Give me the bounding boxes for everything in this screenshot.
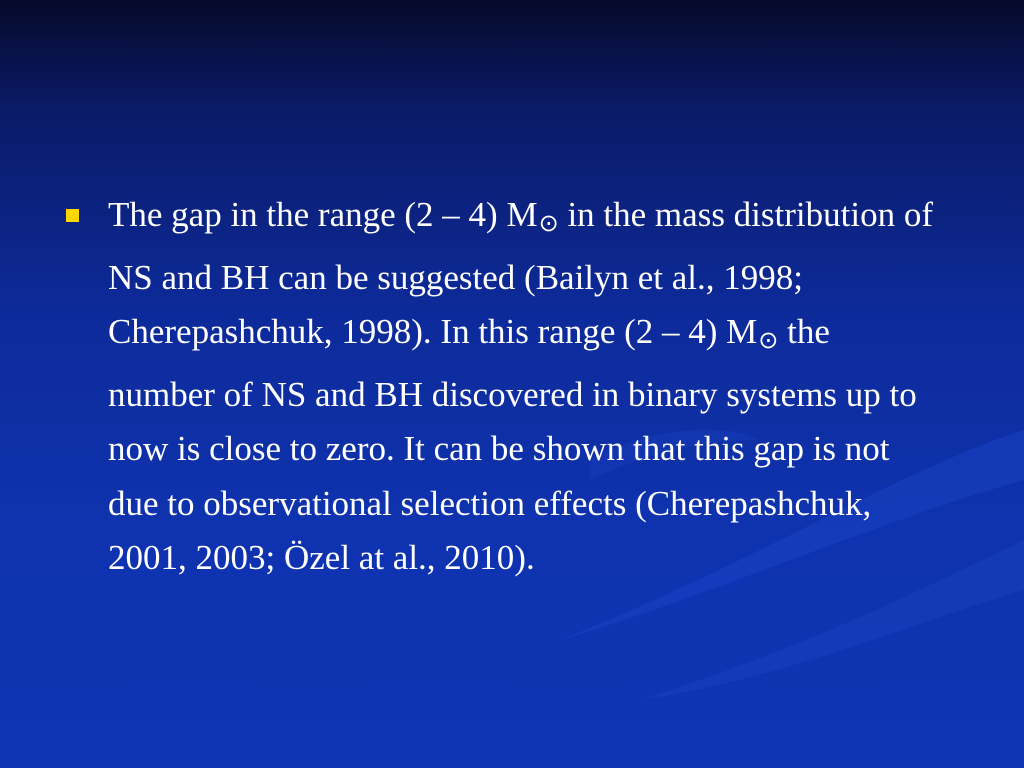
solar-mass-symbol: ⊙ [538,209,559,237]
bullet-text-part-3: the number of NS and BH discovered in binary systems up to now is close to zero. It can be shown that this gap is not due to observational selection effects (Cherepashchuk, 2001, 2003; Özel at al., 2010). [108,312,917,577]
bullet-text-part-2: in the mass distribution of NS and BH can be suggested (Bailyn et al., 1998; Cherepashchuk, 1998). In this range (2 – 4) M [108,195,933,351]
bullet-list [60,188,960,586]
bullet-item [60,188,960,586]
bullet-square-icon [66,209,79,222]
bullet-text-part-1: The gap in the range (2 – 4) M [108,195,538,234]
solar-mass-symbol: ⊙ [758,326,779,354]
bullet-text [108,188,938,586]
